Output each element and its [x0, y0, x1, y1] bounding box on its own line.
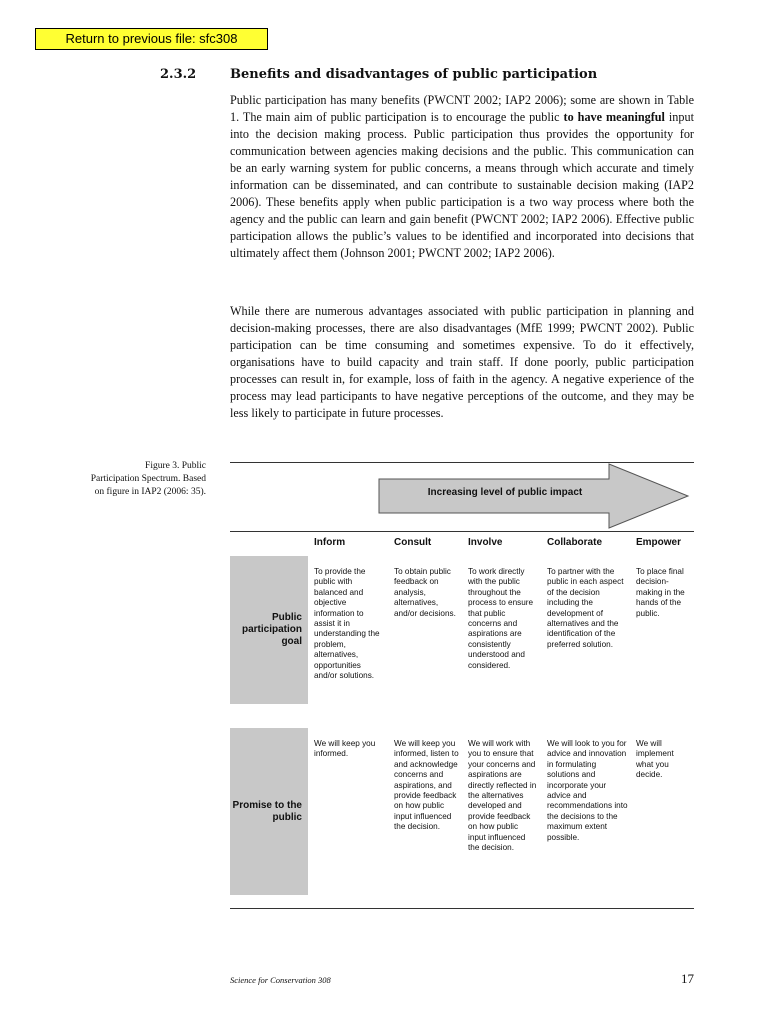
footer-series-title: Science for Conservation 308	[230, 975, 331, 985]
section-number: 2.3.2	[160, 67, 197, 82]
paragraph-disadvantages: While there are numerous advantages associated with public participation in planning and decision-making processes, there are also disadvantages (MfE 1999; PWCNT 2002). Public participation can be time consuming and sometimes expensive. To do it effectively, organisations have to build capacity and train staff. If done poorly, public participation processes can result in, for example, loss of faith in the agency. A negative experience of the process may lead participants to have negative perceptions of the outcome, and they may be less likely to participate in future processes.	[230, 304, 694, 420]
section-title: Benefits and disadvantages of public participation	[230, 67, 598, 82]
table-cell: We will look to you for advice and innovation in formulating solutions and incorporate your advice and recommendations into the decisions to the maximum extent possible.	[547, 739, 628, 842]
table-cell: To partner with the public in each aspect of the decision including the development of alternatives and the identification of the preferred solution.	[547, 567, 624, 649]
figure-caption-line: Participation Spectrum. Based	[90, 474, 206, 484]
column-header-consult: Consult	[394, 537, 432, 548]
paragraph-benefits-part-a: Public participation has many benefits (PWCNT 2002; IAP2 2006); some are shown in Table 1. The main aim of public participation is to encourage the public	[230, 93, 694, 124]
header-rule	[230, 531, 694, 532]
page-number: 17	[681, 971, 694, 986]
return-to-previous-file-button[interactable]: Return to previous file: sfc308	[35, 28, 268, 50]
table-cell: To place final decision-making in the hands of the public.	[636, 567, 685, 618]
column-header-empower: Empower	[636, 537, 682, 548]
column-header-inform: Inform	[314, 537, 346, 548]
table-cell: To provide the public with balanced and objective information to assist it in understanding the problem, alternatives, opportunities and/or solutions.	[314, 567, 380, 681]
row-label-goal: Public participation goal	[230, 556, 308, 704]
paragraph-benefits-part-b: input into the decision making process. Public participation thus provides the opportunity for communication between agencies making decisions and the public. This communication can be an early warning system for public concerns, a means through which accurate and timely information can be disseminated, and can contribute to sustainable decision making (IAP2 2006). These benefits apply when public participation is a two way process where both the agency and the public can learn and gain benefit (PWCNT 2002; IAP2 2006). Effective public participation allows the public’s values to be identified and incorporated into decisions that ultimately affect them (Johnson 2001; PWCNT 2002; IAP2 2006).	[230, 110, 694, 260]
column-header-involve: Involve	[468, 537, 503, 548]
figure-caption	[60, 460, 206, 499]
column-header-collaborate: Collaborate	[547, 537, 603, 548]
row-label-promise: Promise to the public	[230, 728, 308, 895]
paragraph-benefits-emphasis: to have meaningful	[563, 110, 665, 124]
table-cell: To work directly with the public throughout the process to ensure that public concerns and aspirations are consistently understood and considered.	[468, 567, 534, 670]
arrow-label: Increasing level of public impact	[427, 487, 583, 498]
table-cell: We will work with you to ensure that your concerns and aspirations are directly reflected in the alternatives developed and provide feedback on how public input influenced the decision.	[468, 739, 537, 853]
table-cell: We will keep you informed, listen to and acknowledge concerns and aspirations, and provide feedback on how public input influenced the decision.	[394, 739, 459, 832]
figure-caption-line: Figure 3. Public	[145, 461, 206, 471]
table-cell: We will keep you informed.	[314, 739, 376, 759]
figure-bottom-rule	[230, 908, 694, 909]
figure-caption-line: on figure in IAP2 (2006: 35).	[94, 487, 206, 497]
table-cell: We will implement what you decide.	[636, 739, 674, 780]
paragraph-benefits	[230, 92, 694, 262]
table-cell: To obtain public feedback on analysis, alternatives, and/or decisions.	[394, 567, 456, 618]
